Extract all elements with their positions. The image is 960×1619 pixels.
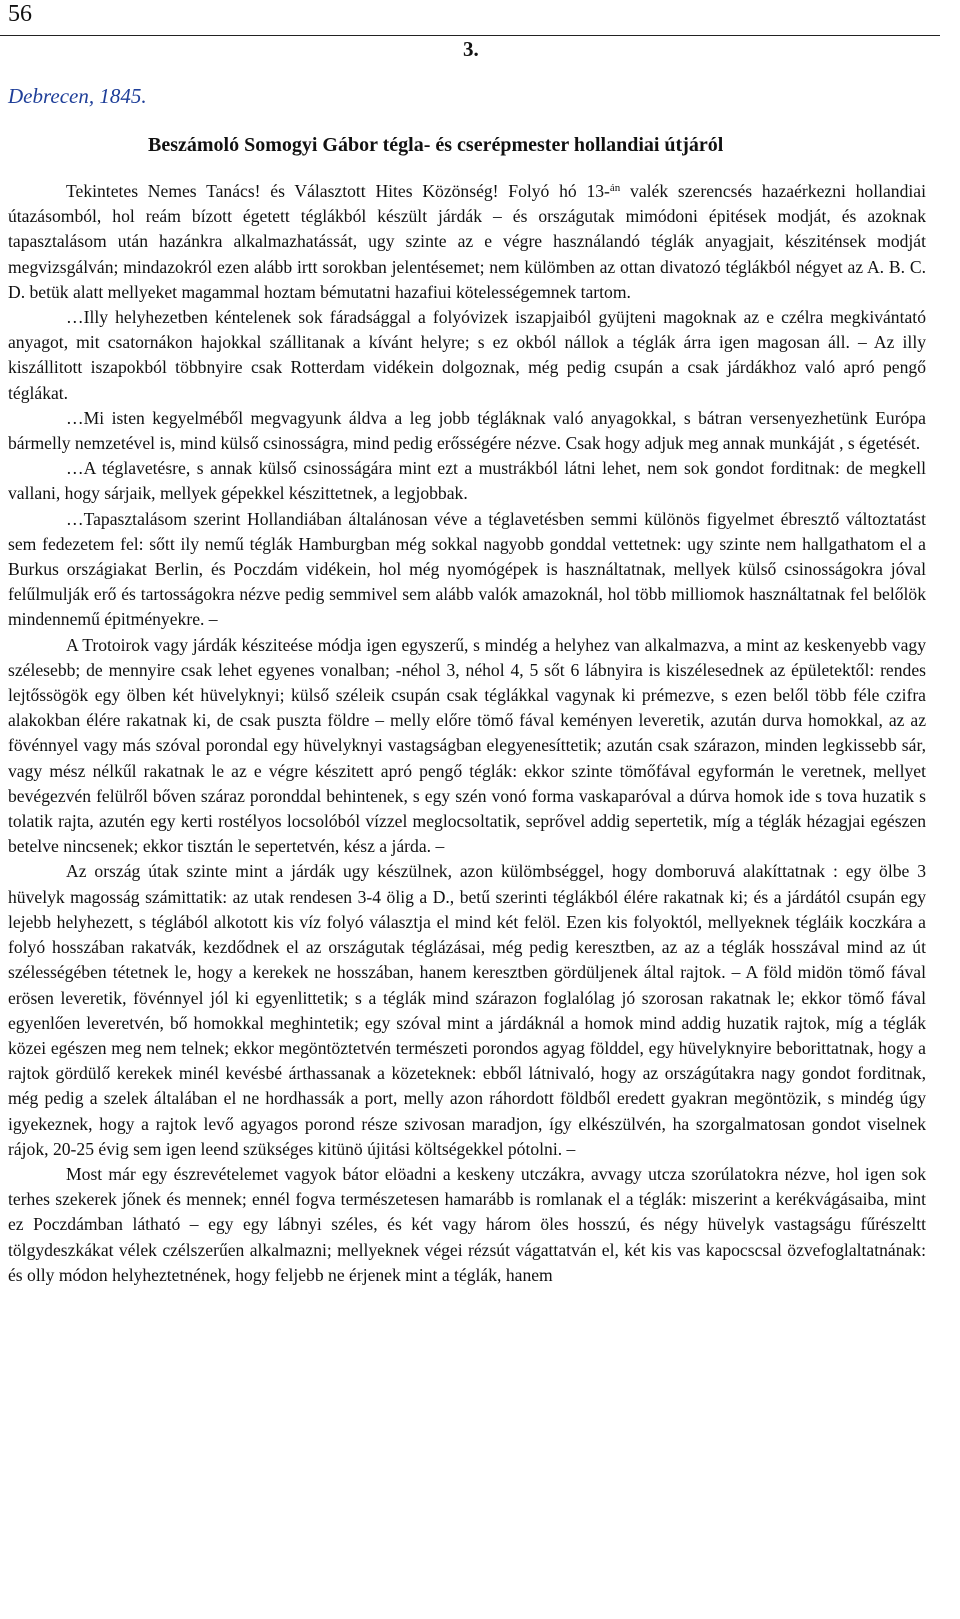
document-number: 3.	[463, 37, 479, 61]
paragraph: …A téglavetésre, s annak külső csinosságára mint ezt a mustrákból látni lehet, nem sok gondot forditnak: de megkell vallani, hogy sárjaik, mellyek gépekkel készittetnek, a legjobbak.	[8, 458, 926, 504]
superscript: án	[609, 182, 621, 194]
paragraph: Az ország útak szinte mint a járdák ugy készülnek, azon külömbséggel, hogy domboruvá alakíttatnak : egy ölbe 3 hüvelyk magosság számittatik: az utak rendesen 3-4 ölig a D., betű szerinti téglákból élére rakatnak ki; és a járdától csupán egy lejebb helyhezett, s téglából alkotott kis víz folyó választja el mind két felöl. Ezen kis folyoktól, mellyeknek tégláik koczkára a folyó hosszában rakatvák, kezdődnek el az országutak téglázásai, még pedig keresztben, az az a téglák hosszával mind az út szélességében tétetnek le, hogy a kerekek ne hosszában, hanem keresztben gördüljenek által rajtok. – A föld midön tömő fával erösen leveretik, fövénnyel jól ki egyenlittetik; s a téglák mind szárazon foglalólag jó szorosan rakatnak le; ekkor tömő fával egyenlően leveretvén, bő homokkal meghintetik; egy szóval mint a járdáknál a homok mind addig huzatik rajtok, míg a téglák közei egészen meg nem telnek; ekkor megöntöztetvén természeti porondos agyag földdel, egy hüvelyknyire beborittatnak, hogy a rajtok gördülő kerekek minél kevésbé árthassanak a közeteknek: ebből látnivaló, hogy az országútakra nagy gondot forditnak, még pedig a szelek általában el ne hordhassák a port, melly azon ráhordott földből eredett gyakran megöntözik, s mindég úgy igyekeznek, hogy a rajtok levő agyagos porond része szivosan maradjon, így elkészülvén, ha szorgalmatosan gondot viselnek rájok, 20-25 évig sem igen leend szükséges kitünö újitási költségekkel pótolni. –	[8, 861, 926, 1159]
paragraph-text: Tekintetes Nemes Tanács! és Választott Hites Közönség! Folyó hó 13-	[66, 181, 610, 201]
paragraph: …Illy helyhezetben kéntelenek sok fáradsággal a folyóvizek iszapjaiból gyüjteni magoknak az e czélra megkivántató anyagot, mit csatornákon hajokkal szállitanak a kívánt helyre; s ez okból nállok a téglák árra igen magosan áll. – Az illy kiszállitott iszapokból többnyire csak Rotterdam vidékein dolgoznak, még pedig csupán a csak járdákhoz való apró pengő téglákat.	[8, 307, 926, 403]
paragraph: …Tapasztalásom szerint Hollandiában általánosan véve a téglavetésben semmi különös figyelmet ébresztő változtatást sem fedezetem fel: sőtt ily nemű téglák Hamburgban még sokkal nagyobb gonddal vettetnek: ugy szinte nem hallgathatom el a Burkus országiakat Berlin, és Poczdám vidékein, hol még nyomógépek is használtatnak, mellyek külső csinosságokra jóval felűlmulják erő és tartosságokra nézve pedig semmivel sem alább valók amazoknál, hol több milliomok használtatnak fel belőlök mindennemű épitményekre. –	[8, 508, 926, 630]
paragraph-text: valék szerencsés hazaérkezni hollandiai útazásomból, hol reám bízott égetett téglákból készült járdák – és országutak mimódoni épitések modját, és azoknak tapasztalásom után hazánkra alkalmazhatássát, ugy szinte az e végre használandó téglák anyagjait, késziténsek modját megvizsgálván; mindazokról ezen alább irtt sorokban jelentésemet; nem külömben az ottan divatozó téglákból négyet az A. B. C. D. betük alatt mellyeket magammal hoztam bémutatni hazafiui kötelességemnek tartom.	[8, 181, 926, 302]
paragraph: A Trotoirok vagy járdák késziteése módja igen egyszerű, s mindég a helyhez van alkalmazva, a mint az keskenyebb vagy szélesebb; de mennyire csak lehet egyenes vonalban; -néhol 3, néhol 4, 5 sőt 6 lábnyira is kiszélesednek az épületektől: rendes lejtőssögök egy ölben két hüvelyknyi; külső széleik csupán csak téglákkal vagynak ki prémezve, s ezen belől több féle czifra alakokban élére rakatnak ki, de csak puszta földre – melly előre tömő fával keményen leveretik, azután durva homokkal, az az fövénnyel vagy más szóval porondal egy hüvelyknyi vastagságban elegyenesíttetik; azután csak szárazon, minden legkissebb sár, vagy mész nélkűl rakatnak le az e végre készitett apró pengő téglák: ekkor szinte tömőfával egyformán le veretnek, mellyet bevégezvén felülről bőven száraz poronddal behintenek, s egy szén vonó forma vaskaparóval a dúrva homok ide s tova huzatik s tolatik rajta, azutén egy kerti rostélyos locsolóból vízzel meglocsoltatik, seprővel addig sepertetik, míg a téglák hézagjai egészen betelve nincsenek; ekkor tisztán le sepertetvén, kész a járda. –	[8, 634, 926, 857]
document-title: Beszámoló Somogyi Gábor tégla- és cserépmester hollandiai útjáról	[148, 134, 724, 156]
body-text	[8, 179, 926, 1288]
place-date: Debrecen, 1845.	[8, 84, 147, 108]
paragraph	[8, 179, 926, 305]
paragraph: Most már egy észrevételemet vagyok bátor elöadni a keskeny utczákra, avvagy utcza szorúlatokra nézve, hol igen sok terhes szekerek jőnek és mennek; ennél fogva természetesen hamarább is romlanak el a téglák: miszerint a kerékvágásaiba, mint ez Poczdámban látható – egy egy lábnyi széles, és két vagy három öles hosszú, és négy hüvelyk vastagságu fűrészeltt tölgydeszkákat vélek czélszerűen alkalmazni; mellyeknek végei rézsút vágattatván el, két kis vas kapocscsal özvefoglaltatnának: és olly módon helyheztetnének, hogy feljebb ne érjenek mint a téglák, hanem	[8, 1163, 926, 1285]
page-number: 56	[8, 1, 32, 27]
paragraph: …Mi isten kegyelméből megvagyunk áldva a leg jobb tégláknak való anyagokkal, s bátran versenyezhetünk Európa bármelly nemzetével is, mind külső csinosságra, mind pedig erősségére nézve. Csak hogy adjuk meg annak munkáját , s égetését.	[8, 407, 926, 454]
